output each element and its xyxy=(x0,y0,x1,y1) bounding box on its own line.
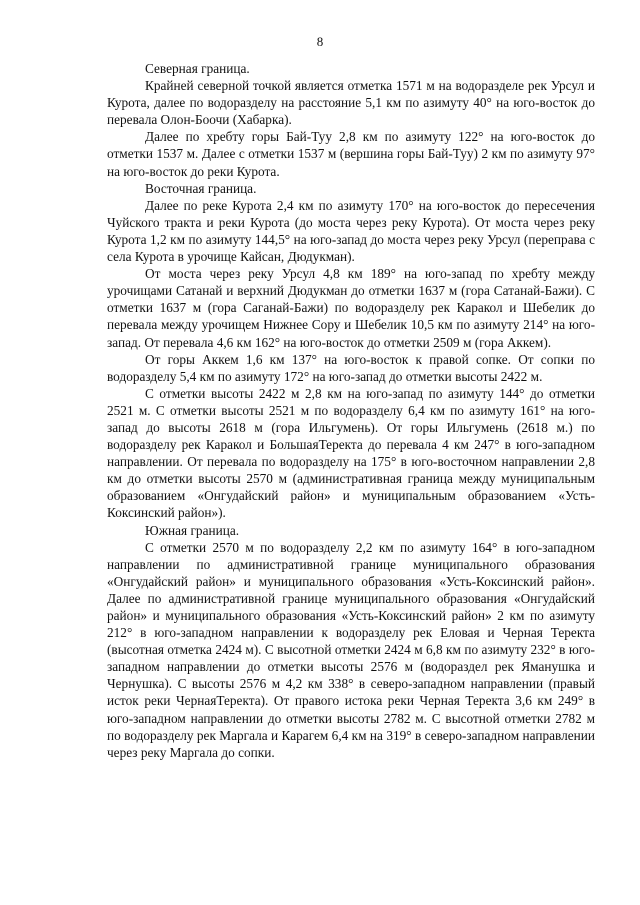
section-heading-north: Северная граница. xyxy=(145,61,250,76)
paragraph: С отметки 2570 м по водоразделу 2,2 км по азимуту 164° в юго-западном направлении по административной границе муниципального образования «Онгудайский район» и муниципального образования «Усть-Коксинский район». Далее по административной границе муниципального образования «Онгудайский район» и муниципального образования «Усть-Коксинский район» 2 км по азимуту 212° в юго-западном направлении к водоразделу рек Еловая и Черная Теректа (высотная отметка 2424 м). С высотной отметки 2424 м 6,8 км по азимуту 232° в юго-западном направлении до отметки высоты 2576 м (водораздел рек Яманушка и Чернушка). С высоты 2576 м 4,2 км 338° в северо-западном направлении (правый исток реки ЧернаяТеректа). От правого истока реки Черная Теректа 3,6 км 249° в юго-западном направлении до отметки высоты 2782 м. С высотной отметки 2782 м по водоразделу рек Маргала и Карагем 6,4 км на 319° в северо-западном направлении через реку Маргала до сопки. xyxy=(107,539,595,760)
paragraph: Далее по реке Курота 2,4 км по азимуту 170° на юго-восток до пересечения Чуйского тракта и реки Курота (до моста через реку Курота). От моста через реку Курота 1,2 км по азимуту 144,5° на юго-запад до моста через реку Урсул (переправа с села Курота в урочище Кайсан, Дюдукман). xyxy=(107,197,595,265)
section-heading-south: Южная граница. xyxy=(145,522,240,538)
section-heading-east: Восточная граница. xyxy=(145,180,257,196)
paragraph: От моста через реку Урсул 4,8 км 189° на юго-запад по хребту между урочищами Сатанай и верхний Дюдукман до отметки 1637 м (гора Сатанай-Бажи). С отметки 1637 м (гора Саганай-Бажи) по водоразделу рек Каракол и Шебелик до перевала между урочищем Нижнее Сору и Шебелик 10,5 км по азимуту 214° на юго-запад. От перевала 4,6 км 162° на юго-восток до отметки 2509 м (гора Аккем). xyxy=(107,266,595,350)
paragraph: От горы Аккем 1,6 км 137° на юго-восток к правой сопке. От сопки по водоразделу 5,4 км по азимуту 172° на юго-запад до отметки высоты 2422 м. xyxy=(107,351,595,384)
paragraph: Далее по хребту горы Бай-Туу 2,8 км по азимуту 122° на юго-восток до отметки 1537 м. Далее с отметки 1537 м (вершина горы Бай-Туу) 2 км по азимуту 97° на юго-восток до реки Курота. xyxy=(107,129,595,179)
document-body xyxy=(107,60,595,761)
page-number: 8 xyxy=(316,34,324,49)
paragraph: Крайней северной точкой является отметка 1571 м на водоразделе рек Урсул и Курота, далее по водоразделу на расстояние 5,1 км по азимуту 40° на юго-восток до перевала Олон-Боочи (Хабарка). xyxy=(107,78,595,128)
paragraph: С отметки высоты 2422 м 2,8 км на юго-запад по азимуту 144° до отметки 2521 м. С отметки высоты 2521 м по водоразделу 6,4 км по азимуту 161° на юго-запад до высоты 2618 м (гора Ильгумень). От горы Ильгумень (2618 м.) по водоразделу рек Каракол и БольшаяТеректа до перевала 4 км 247° в юго-западном направлении. От перевала по водоразделу на 175° в юго-восточном направлении 2,8 км до отметки высоты 2570 м (административная граница между муниципальным образованием «Онгудайский район» и муниципальным образованием «Усть-Коксинский район»). xyxy=(107,385,595,521)
